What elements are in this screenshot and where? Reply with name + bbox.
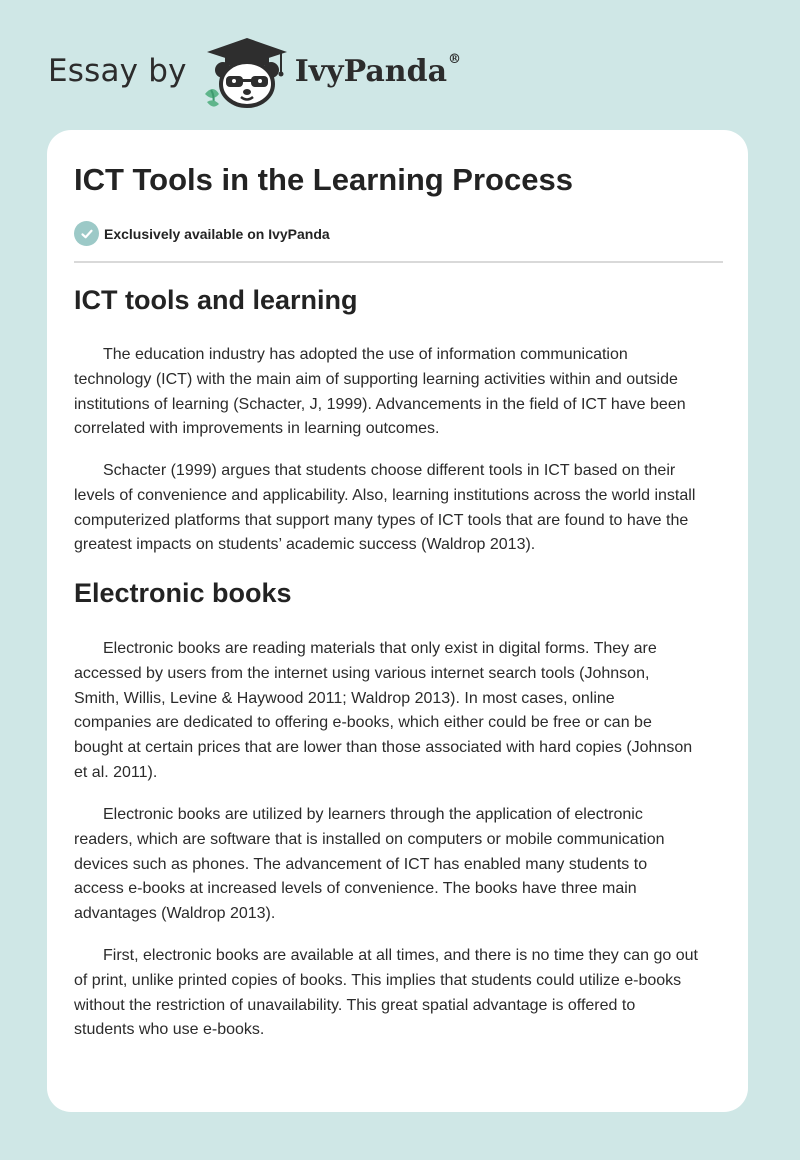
- paragraph: Schacter (1999) argues that students choose different tools in ICT based on their levels of convenience and applicability. Also, learning institutions across the world install computerized platforms that support many types of ICT tools that are found to have the greatest impacts on students’ academic success (Waldrop 2013).: [74, 462, 696, 554]
- paragraph: Electronic books are utilized by learners through the application of electronic readers, which are software that is installed on computers or mobile communication devices such as phones. The advancement of ICT has enabled many students to access e-books at increased levels of convenience. The books have three main advantages (Waldrop 2013).: [74, 806, 665, 923]
- section-heading: ICT tools and learning: [74, 285, 358, 315]
- section-heading: Electronic books: [74, 578, 292, 608]
- registered-mark: ®: [448, 51, 462, 67]
- essay-by-label: Essay by: [48, 53, 187, 89]
- brand-name[interactable]: IvyPanda®: [294, 51, 462, 89]
- paragraph: The education industry has adopted the use of information communication technology (ICT) with the main aim of supporting learning activities within and outside institutions of learning (Schacter, J, 1999). Advancements in the field of ICT have been correlated with improvements in learning outcomes.: [74, 346, 686, 438]
- essay-title: ICT Tools in the Learning Process: [74, 162, 573, 197]
- availability-text: Exclusively available on IvyPanda: [104, 225, 330, 242]
- panda-graduate-icon[interactable]: [203, 36, 291, 108]
- essay-card: [47, 130, 748, 1112]
- paragraph: First, electronic books are available at all times, and there is no time they can go out of print, unlike printed copies of books. This implies that students could utilize e-books without the restriction of unavailability. This great spatial advantage is offered to students who use e-books.: [74, 947, 698, 1039]
- title-divider: [74, 261, 723, 263]
- check-circle-icon: [74, 221, 99, 246]
- site-header: [48, 36, 461, 108]
- availability-badge: [74, 221, 330, 246]
- paragraph: Electronic books are reading materials that only exist in digital forms. They are accessed by users from the internet using various internet search tools (Johnson, Smith, Willis, Levine & Haywood 2011; Waldrop 2013). In most cases, online companies are dedicated to offering e-books, which either could be free or can be bought at certain prices that are lower than those associated with hard copies (Johnson et al. 2011).: [74, 640, 693, 781]
